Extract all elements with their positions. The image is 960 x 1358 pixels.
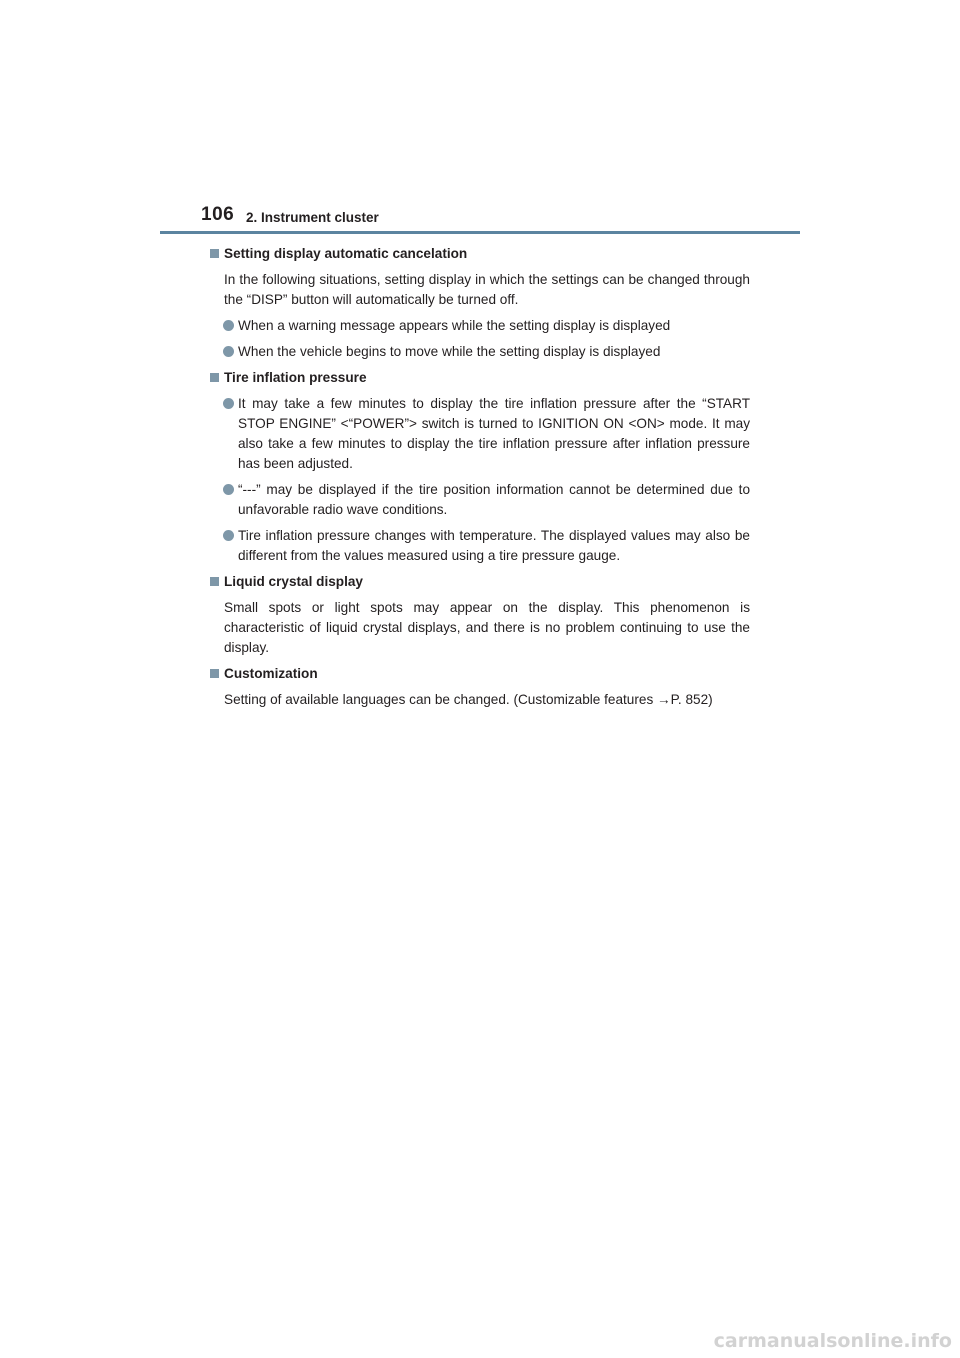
list-item-text: When a warning message appears while the setting display is displayed	[238, 318, 671, 333]
list-item	[238, 526, 750, 566]
square-bullet-icon	[210, 669, 219, 678]
list-item-text: When the vehicle begins to move while the setting display is displayed	[238, 344, 661, 359]
circle-bullet-icon	[223, 484, 234, 495]
section-paragraph: In the following situations, setting display in which the settings can be changed through the “DISP” button will automatically be turned off.	[224, 272, 750, 307]
square-bullet-icon	[210, 373, 219, 382]
section-heading	[214, 368, 750, 388]
circle-bullet-icon	[223, 320, 234, 331]
section-customization	[210, 664, 750, 710]
section-liquid-crystal-display	[210, 572, 750, 658]
list-item	[238, 480, 750, 520]
square-bullet-icon	[210, 577, 219, 586]
list-item	[238, 342, 750, 362]
section-heading	[214, 664, 750, 684]
list-item-text: “---” may be displayed if the tire position information cannot be determined due to unfavorable radio wave conditions.	[238, 482, 750, 517]
list-item-text: Tire inflation pressure changes with temperature. The displayed values may also be different from the values measured using a tire pressure gauge.	[238, 528, 750, 563]
square-bullet-icon	[210, 249, 219, 258]
list-item-text: It may take a few minutes to display the tire inflation pressure after the “START STOP ENGINE” <“POWER”> switch is turned to IGNITION ON <ON> mode. It may also take a few minutes to display the tire inflation pressure after inflation pressure has been adjusted.	[238, 396, 750, 471]
circle-bullet-icon	[223, 530, 234, 541]
section-heading	[214, 572, 750, 592]
watermark-text: carmanualsonline.info	[713, 1330, 952, 1352]
section-setting-display-cancelation	[210, 244, 750, 362]
page-content	[210, 244, 750, 716]
circle-bullet-icon	[223, 398, 234, 409]
chapter-title: 2. Instrument cluster	[246, 210, 379, 225]
section-paragraph: Small spots or light spots may appear on the display. This phenomenon is characteristic of liquid crystal displays, and there is no problem continuing to use the display.	[224, 600, 750, 655]
section-heading	[214, 244, 750, 264]
page-number: 106	[201, 204, 235, 225]
section-heading-text: Customization	[224, 666, 318, 681]
list-item	[238, 316, 750, 336]
section-heading-text: Tire inflation pressure	[224, 370, 367, 385]
section-heading-text: Setting display automatic cancelation	[224, 246, 468, 261]
list-item	[238, 394, 750, 474]
circle-bullet-icon	[223, 346, 234, 357]
section-paragraph: Setting of available languages can be changed. (Customizable features →P. 852)	[224, 692, 713, 707]
header-rule	[160, 231, 800, 234]
section-tire-inflation-pressure	[210, 368, 750, 566]
section-heading-text: Liquid crystal display	[224, 574, 363, 589]
page-header	[160, 204, 800, 236]
